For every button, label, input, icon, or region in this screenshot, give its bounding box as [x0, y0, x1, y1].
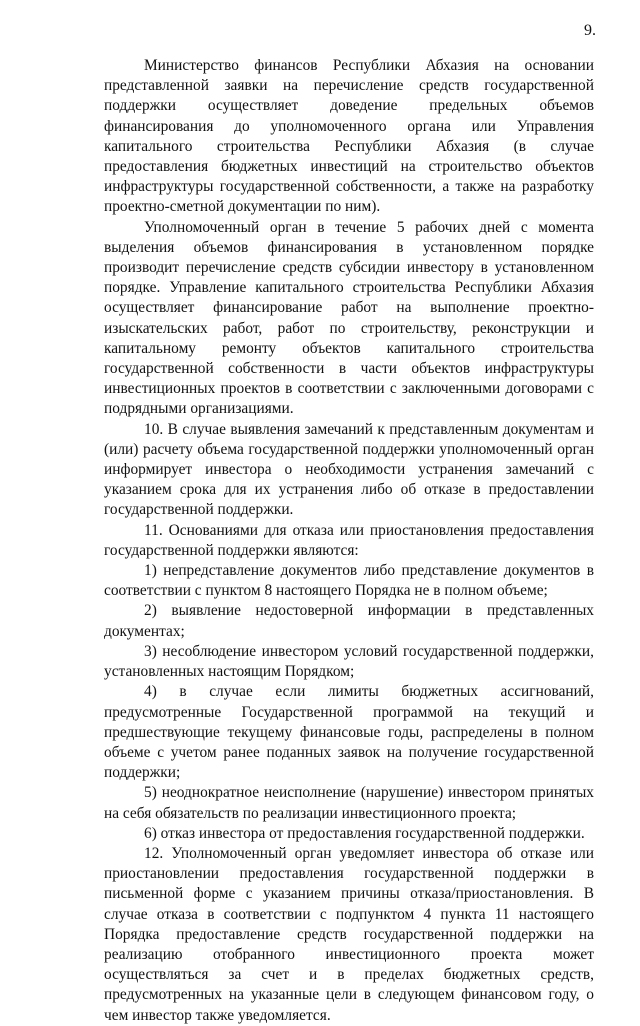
paragraph-item-12: 12. Уполномоченный орган уведомляет инвестора об отказе или приостановлении предоставления государственной поддержки в письменной форме с указанием причины отказа/приостановления. В случае отказа в соответствии с подпунктом 4 пункта 11 настоящего Порядка предоставление средств государственной поддержки на реализацию отобранного инвестиционного проекта может осуществляться за счет и в пределах бюджетных средств, предусмотренных на указанные цели в следующем финансовом году, о чем инвестор также уведомляется. — [104, 844, 594, 1024]
paragraph-item-10: 10. В случае выявления замечаний к представленным документам и (или) расчету объема государственной поддержки уполномоченный орган информирует инвестора о необходимости устранения замечаний с указанием срока для их устранения либо об отказе в предоставлении государственной поддержки. — [104, 420, 594, 519]
paragraph-item-11-6: 6) отказ инвестора от предоставления государственной поддержки. — [144, 824, 585, 842]
paragraph-financing-limits: Министерство финансов Республики Абхазия на основании представленной заявки на перечисление средств государственной поддержки осуществляет доведение предельных объемов финансирования до уполномоченного органа или Управления капитального строительства Республики Абхазия (в случае предоставления бюджетных инвестиций на строительство объектов инфраструктуры государственной собственности, а также на разработку проектно-сметной документации по ним). — [104, 57, 594, 216]
paragraph-item-11-1: 1) непредставление документов либо представление документов в соответствии с пунктом 8 настоящего Порядка не в полном объеме; — [104, 562, 594, 600]
page-number: 9. — [584, 22, 596, 39]
paragraph-item-11-4: 4) в случае если лимиты бюджетных ассигнований, предусмотренные Государственной программой на текущий и предшествующие текущему финансовые годы, распределены в полном объеме с учетом ранее поданных заявок на получение государственной поддержки; — [104, 683, 594, 782]
document-body — [104, 56, 594, 1026]
paragraph-item-11-5: 5) неоднократное неисполнение (нарушение) инвестором принятых на себя обязательств по реализации инвестиционного проекта; — [104, 784, 594, 822]
paragraph-subsidy-transfer: Уполномоченный орган в течение 5 рабочих дней с момента выделения объемов финансирования в установленном порядке производит перечисление средств субсидии инвестору в установленном порядке. Управление капитального строительства Республики Абхазия осуществляет финансирование работ на выполнение проектно-изыскательских работ, работ по строительству, реконструкции и капитальному ремонту объектов капитального строительства государственной собственности в части объектов инфраструктуры инвестиционных проектов в соответствии с заключенными договорами с подрядными организациями. — [104, 218, 594, 418]
paragraph-item-11-2: 2) выявление недостоверной информации в представленных документах; — [104, 602, 594, 640]
paragraph-item-11-3: 3) несоблюдение инвестором условий государственной поддержки, установленных настоящим Порядком; — [104, 642, 594, 681]
paragraph-item-11: 11. Основаниями для отказа или приостановления предоставления государственной поддержки являются: — [104, 521, 594, 559]
